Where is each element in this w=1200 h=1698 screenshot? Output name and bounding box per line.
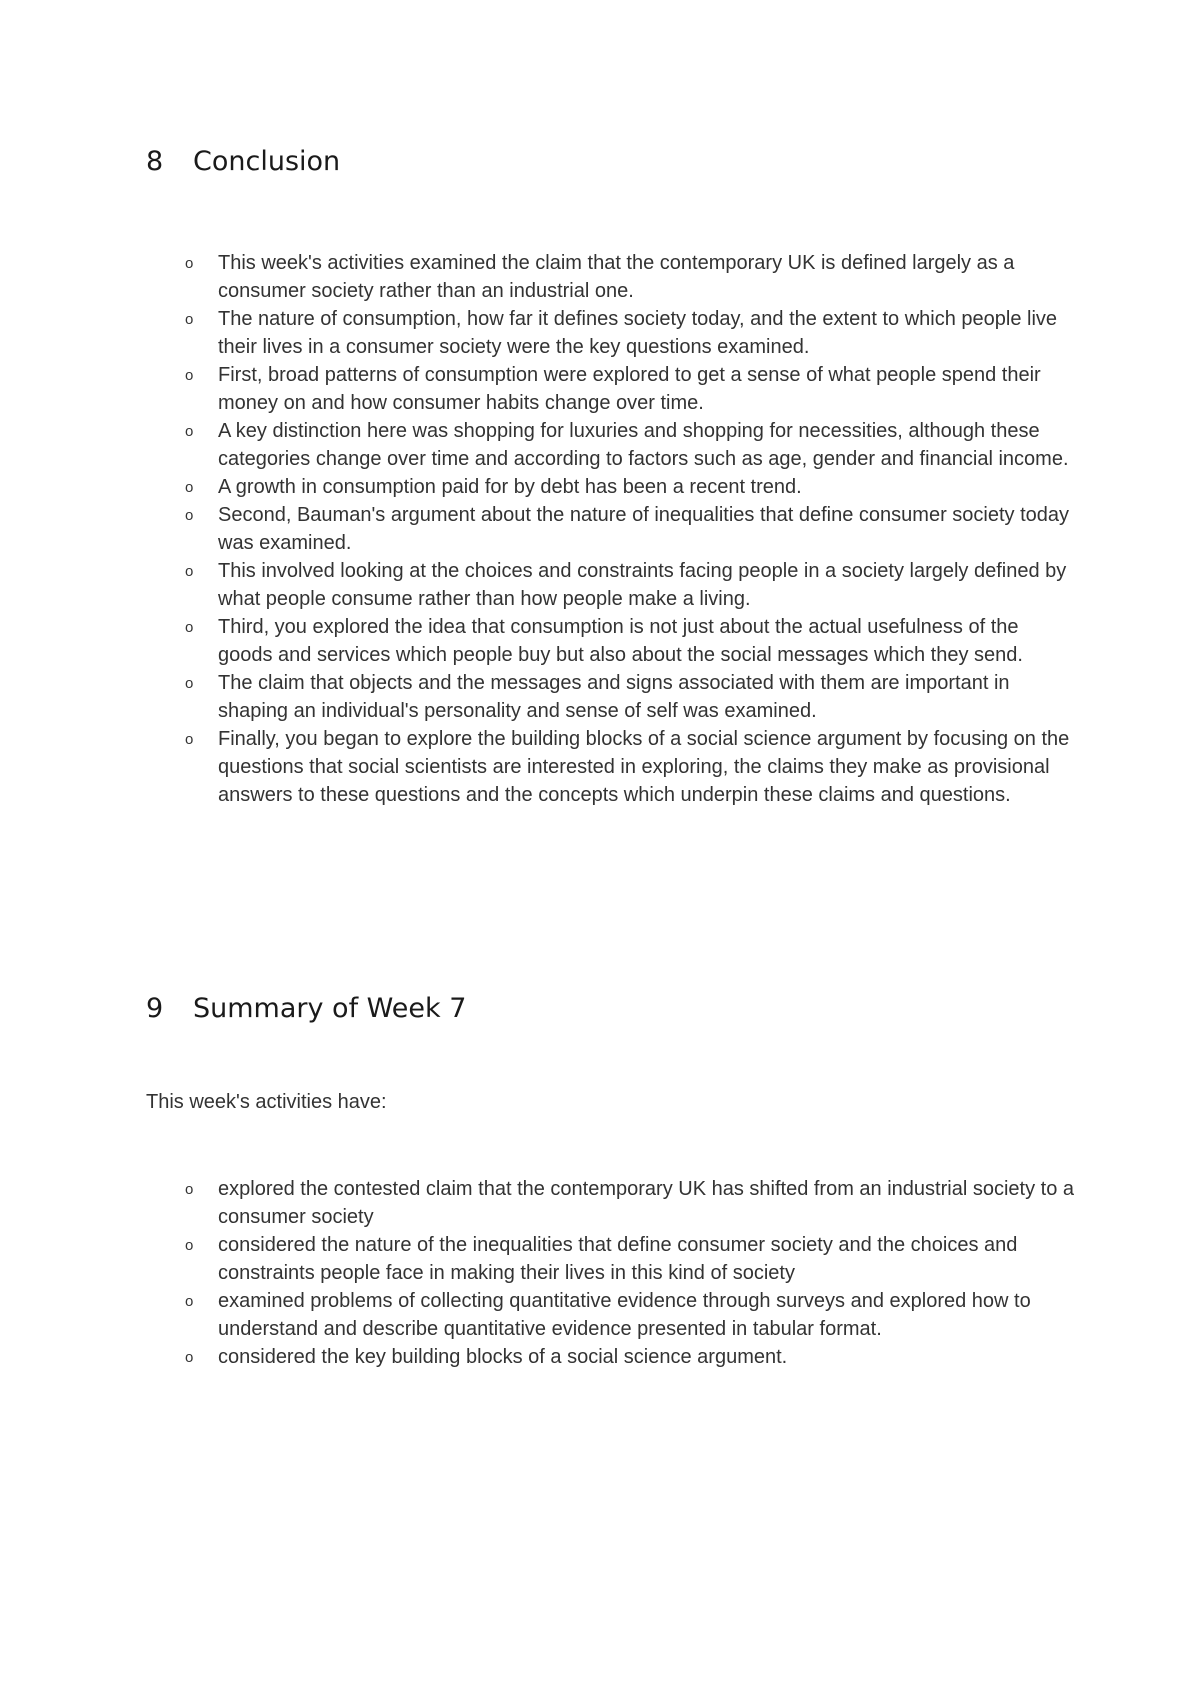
bullet-marker: o <box>185 507 194 524</box>
summary-bullet-list <box>146 1175 1076 1371</box>
section-number: 9 <box>146 993 164 1024</box>
bullet-marker: o <box>185 1293 194 1310</box>
list-item <box>146 557 1076 613</box>
list-item-text: A key distinction here was shopping for luxuries and shopping for necessities, although these categories change over time and according to factors such as age, gender and financial income. <box>218 420 1069 470</box>
bullet-marker: o <box>185 1181 194 1198</box>
section-heading-conclusion <box>146 146 340 178</box>
conclusion-bullet-list <box>146 249 1076 809</box>
list-item-text: The nature of consumption, how far it defines society today, and the extent to which people live their lives in a consumer society were the key questions examined. <box>218 308 1058 358</box>
bullet-marker: o <box>185 563 194 580</box>
list-item-text: This week's activities examined the claim that the contemporary UK is defined largely as a consumer society rather than an industrial one. <box>218 252 1015 302</box>
list-item <box>146 613 1076 669</box>
list-item <box>146 361 1076 417</box>
list-item <box>146 1287 1076 1343</box>
bullet-marker: o <box>185 479 194 496</box>
list-item <box>146 1231 1076 1287</box>
section-number: 8 <box>146 146 164 177</box>
section-title: Summary of Week 7 <box>193 993 467 1024</box>
list-item <box>146 725 1076 809</box>
list-item-text: This involved looking at the choices and constraints facing people in a society largely defined by what people consume rather than how people make a living. <box>218 560 1067 610</box>
bullet-marker: o <box>185 1237 194 1254</box>
list-item-text: considered the key building blocks of a social science argument. <box>218 1346 788 1368</box>
bullet-marker: o <box>185 1349 194 1366</box>
list-item <box>146 501 1076 557</box>
list-item <box>146 473 1076 501</box>
list-item-text: A growth in consumption paid for by debt has been a recent trend. <box>218 476 802 498</box>
bullet-marker: o <box>185 423 194 440</box>
list-item-text: considered the nature of the inequalities that define consumer society and the choices and constraints people face in making their lives in this kind of society <box>218 1234 1018 1284</box>
bullet-marker: o <box>185 311 194 328</box>
section-title: Conclusion <box>193 146 341 177</box>
summary-intro-text: This week's activities have: <box>146 1091 387 1113</box>
list-item <box>146 669 1076 725</box>
list-item-text: First, broad patterns of consumption were explored to get a sense of what people spend their money on and how consumer habits change over time. <box>218 364 1041 414</box>
list-item <box>146 249 1076 305</box>
list-item <box>146 1175 1076 1231</box>
list-item-text: explored the contested claim that the contemporary UK has shifted from an industrial society to a consumer society <box>218 1178 1074 1228</box>
list-item-text: Second, Bauman's argument about the nature of inequalities that define consumer society today was examined. <box>218 504 1070 554</box>
bullet-marker: o <box>185 675 194 692</box>
list-item <box>146 417 1076 473</box>
list-item-text: Finally, you began to explore the building blocks of a social science argument by focusing on the questions that social scientists are interested in exploring, the claims they make as provisional answers to these questions and the concepts which underpin these claims and questions. <box>218 728 1070 806</box>
bullet-marker: o <box>185 731 194 748</box>
section-heading-summary <box>146 993 466 1025</box>
bullet-marker: o <box>185 619 194 636</box>
list-item-text: Third, you explored the idea that consumption is not just about the actual usefulness of the goods and services which people buy but also about the social messages which they send. <box>218 616 1023 666</box>
bullet-marker: o <box>185 367 194 384</box>
list-item <box>146 1343 1076 1371</box>
bullet-marker: o <box>185 255 194 272</box>
list-item-text: examined problems of collecting quantitative evidence through surveys and explored how to understand and describe quantitative evidence presented in tabular format. <box>218 1290 1031 1340</box>
list-item <box>146 305 1076 361</box>
list-item-text: The claim that objects and the messages and signs associated with them are important in shaping an individual's personality and sense of self was examined. <box>218 672 1010 722</box>
